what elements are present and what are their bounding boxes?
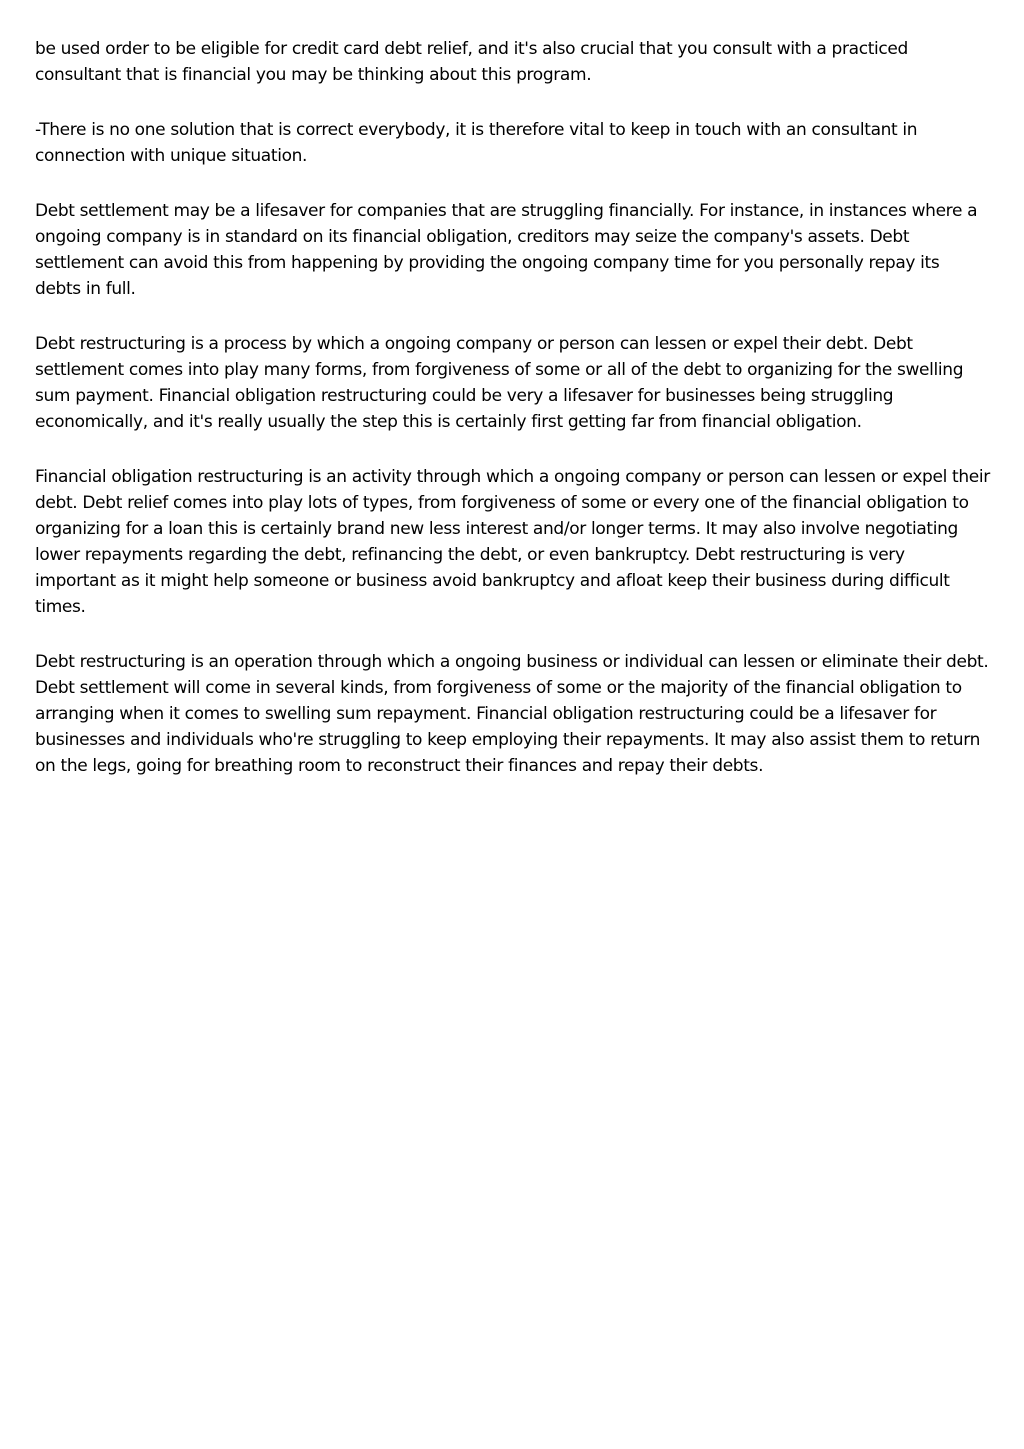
paragraph: Debt restructuring is a process by which a ongoing company or person can lessen or expel their debt. Debt settlement comes into play many forms, from forgiveness of some or all of the debt to organizing for the swelling sum payment. Financial obligation restructuring could be very a lifesaver for businesses being struggling economically, and it's really usually the step this is certainly first getting far from financial obligation. xyxy=(35,334,964,432)
paragraph: Debt restructuring is an operation through which a ongoing business or individual can lessen or eliminate their debt. Debt settlement will come in several kinds, from forgiveness of some or the majority of the financial obligation to arranging when it comes to swelling sum repayment. Financial obligation restructuring could be a lifesaver for businesses and individuals who're struggling to keep employing their repayments. It may also assist them to return on the legs, going for breathing room to reconstruct their finances and repay their debts. xyxy=(35,652,989,776)
document-body xyxy=(35,36,990,808)
paragraph: Debt settlement may be a lifesaver for companies that are struggling financially. For instance, in instances where a ongoing company is in standard on its financial obligation, creditors may seize the company's assets. Debt settlement can avoid this from happening by providing the ongoing company time for you personally repay its debts in full. xyxy=(35,201,978,299)
paragraph: Financial obligation restructuring is an activity through which a ongoing company or person can lessen or expel their debt. Debt relief comes into play lots of types, from forgiveness of some or every one of the financial obligation to organizing for a loan this is certainly brand new less interest and/or longer terms. It may also involve negotiating lower repayments regarding the debt, refinancing the debt, or even bankruptcy. Debt restructuring is very important as it might help someone or business avoid bankruptcy and afloat keep their business during difficult times. xyxy=(35,467,990,617)
paragraph: -There is no one solution that is correct everybody, it is therefore vital to keep in touch with an consultant in connection with unique situation. xyxy=(35,120,918,166)
paragraph: be used order to be eligible for credit card debt relief, and it's also crucial that you consult with a practiced consultant that is financial you may be thinking about this program. xyxy=(35,39,908,85)
